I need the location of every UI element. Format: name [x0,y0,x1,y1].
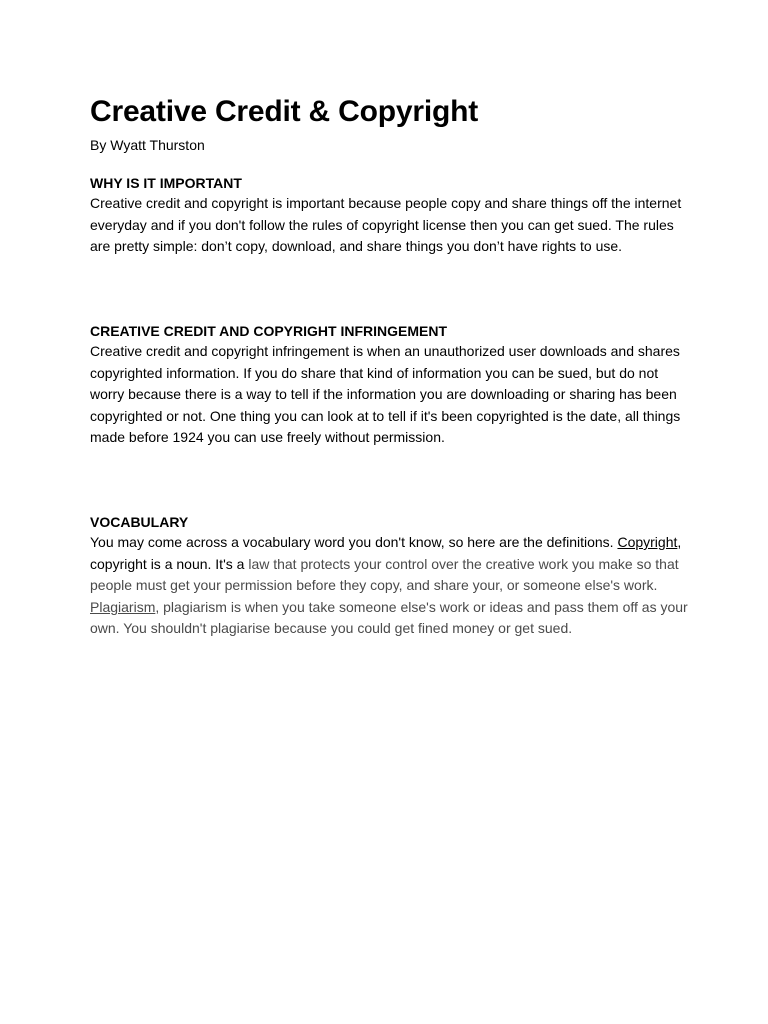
section-vocabulary [90,512,690,640]
section-why-important [90,173,690,258]
vocabulary-body [90,532,690,640]
document-title: Creative Credit & Copyright [90,95,478,128]
term-plagiarism: Plagiarism [90,598,156,615]
document-page [90,92,690,637]
section-body: Creative credit and copyright infringement is when an unauthorized user downloads and shares copyrighted information. If you do share that kind of information you can be sued, but do not worry because there is a way to tell if the information you are downloading or sharing has been copyrighted or not. One thing you can look at to tell if it's been copyrighted is the date, all things made before 1924 you can use freely without permission. [90,343,681,446]
term-copyright-lead: , copyright is a noun. It's a [90,534,682,572]
section-heading: WHY IS IT IMPORTANT [90,175,242,191]
section-heading: CREATIVE CREDIT AND COPYRIGHT INFRINGEMENT [90,323,448,339]
section-body: Creative credit and copyright is important because people copy and share things off the internet everyday and if you don't follow the rules of copyright license then you can get sued. The rules are pretty simple: don’t copy, download, and share things you don’t have rights to use. [90,195,682,255]
term-plagiarism-definition: , plagiarism is when you take someone else's work or ideas and pass them off as your own. You shouldn't plagiarise because you could get fined money or get sued. [90,598,688,637]
section-infringement [90,321,690,449]
vocabulary-intro: You may come across a vocabulary word you don't know, so here are the definitions. [90,534,614,550]
document-byline: By Wyatt Thurston [90,137,205,153]
term-copyright: Copyright [617,534,678,550]
term-copyright-definition: law that protects your control over the creative work you make so that people must get your permission before they copy, and share your, or someone else's work. [90,555,679,594]
section-heading: VOCABULARY [90,514,189,530]
